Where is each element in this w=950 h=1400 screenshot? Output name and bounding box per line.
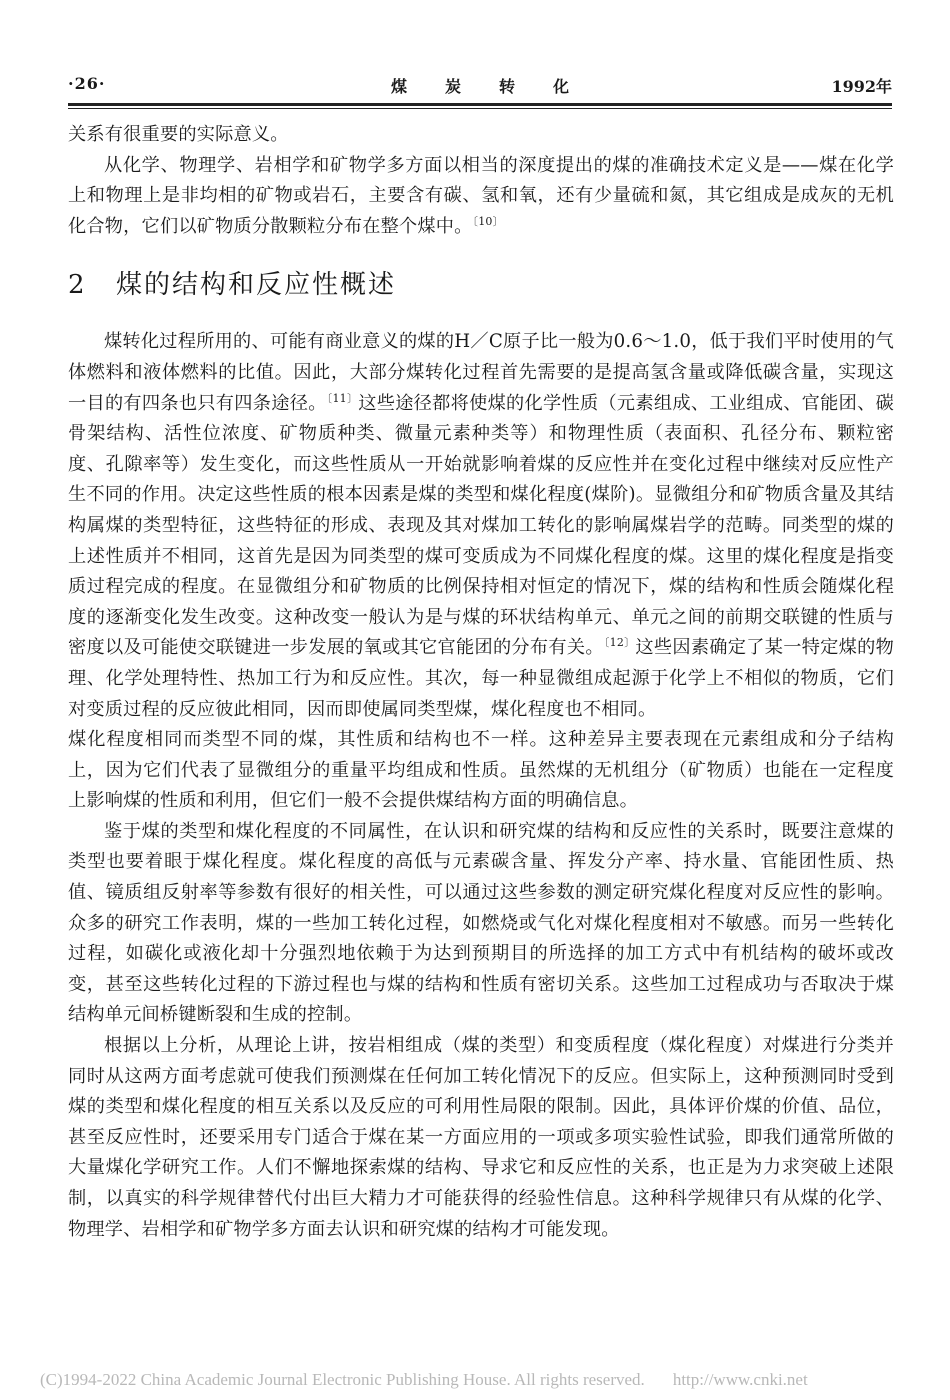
paragraph-text: 这些途径都将使煤的化学性质（元素组成、工业组成、官能团、碳骨架结构、活性位浓度、矿物质种类、微量元素种类等）和物理性质（表面积、孔径分布、颗粒密度、孔隙率等）发生变化，而这些性质从一开始就影响着煤的反应性并在变化过程中继续对反应性产生不同的作用。决定这些性质的根本因素是煤的类型和煤化程度(煤阶)。显微组分和矿物质含量及其结构属煤的类型特征，这些特征的形成、表现及其对煤加工转化的影响属煤岩学的范畴。同类型的煤的上述性质并不相同，这首先是因为同类型的煤可变质成为不同煤化程度的煤。这里的煤化程度是指变质过程完成的程度。在显微组分和矿物质的比例保持相对恒定的情况下，煤的结构和性质会随煤化程度的逐渐变化发生改变。这种改变一般认为是与煤的环状结构单元、单元之间的前期交联键的性质与密度以及可能使交联键进一步发展的氧或其它官能团的分布有关。 <box>68 392 894 659</box>
coal-definition-text: 从化学、物理学、岩相学和矿物学多方面以相当的深度提出的煤的准确技术定义是——煤在化学上和物理上是非均相的矿物或岩石，主要含有碳、氢和氧，还有少量硫和氮，其它组成是成灰的无机化合物，它们以矿物质分散颗粒分布在整个煤中。 <box>68 154 894 237</box>
copyright-footer <box>40 1370 940 1390</box>
header-rule <box>68 103 892 109</box>
paragraph-rank-type: 煤化程度相同而类型不同的煤，其性质和结构也不一样。这种差异主要表现在元素组成和分子结构上，因为它们代表了显微组分的重量平均组成和性质。虽然煤的无机组分（矿物质）也能在一定程度上影响煤的性质和利用，但它们一般不会提供煤结构方面的明确信息。 <box>68 729 894 812</box>
citation-12: 〔12〕 <box>603 636 636 650</box>
journal-title: 煤炭转化 <box>390 77 607 96</box>
publisher-url[interactable]: http://www.cnki.net <box>672 1370 808 1389</box>
paragraph-hc-ratio <box>68 327 894 725</box>
section-heading <box>68 265 894 305</box>
paragraph-rank-reactivity: 鉴于煤的类型和煤化程度的不同属性，在认识和研究煤的结构和反应性的关系时，既要注意煤的类型也要着眼于煤化程度。煤化程度的高低与元素碳含量、挥发分产率、持水量、官能团性质、热值、镜质组反射率等参数有很好的相关性，可以通过这些参数的测定研究煤化程度对反应性的影响。众多的研究工作表明，煤的一些加工转化过程，如燃烧或气化对煤化程度相对不敏感。而另一些转化过程，如碳化或液化却十分强烈地依赖于为达到预期目的所选择的加工方式中有机结构的破坏或改变，甚至这些转化过程的下游过程也与煤的结构和性质有密切关系。这些加工过程成功与否取决于煤结构单元间桥键断裂和生成的控制。 <box>68 820 894 1026</box>
page-header <box>68 74 892 100</box>
copyright-notice: (C)1994-2022 China Academic Journal Electronic Publishing House. All rights reserved. <box>40 1370 645 1389</box>
section-number: 2 <box>68 270 87 301</box>
citation-10: 〔10〕 <box>472 214 504 228</box>
section-title: 煤的结构和反应性概述 <box>116 270 397 301</box>
article-body <box>68 120 894 1245</box>
paragraph-analysis: 根据以上分析，从理论上讲，按岩相组成（煤的类型）和变质程度（煤化程度）对煤进行分类并同时从这两方面考虑就可使我们预测煤在任何加工转化情况下的反应。但实际上，这种预测同时受到煤的类型和煤化程度的相互关系以及反应的可利用性局限的限制。因此，具体评价煤的价值、品位，甚至反应性时，还要采用专门适合于煤在某一方面应用的一项或多项实验性试验，即我们通常所做的大量煤化学研究工作。人们不懈地探索煤的结构、导求它和反应性的关系，也正是为力求突破上述限制，以真实的科学规律替代付出巨大精力才可能获得的经验性信息。这种科学规律只有从煤的化学、物理学、岩相学和矿物学多方面去认识和研究煤的结构才可能发现。 <box>68 1035 894 1240</box>
paragraph-text: 这些因素确定了某一特定煤的物理、化学处理特性、热加工行为和反应性。其次，每一种显微组成起源于化学上不相似的物质，它们对变质过程的反应彼此相同，因而即使属同类型煤，煤化程度也不相同。 <box>68 637 894 720</box>
publication-year: 1992年 <box>831 77 892 96</box>
paragraph-coal-definition <box>68 151 894 243</box>
page-number: ·26· <box>68 74 106 93</box>
citation-11: 〔11〕 <box>326 391 359 405</box>
paragraph-continuation: 关系有很重要的实际意义。 <box>68 124 289 145</box>
paragraph-text: 煤转化过程所用的、可能有商业意义的煤的H／C原子比一般为0.6～1.0，低于我们平时使用的气体燃料和液体燃料的比值。因此，大部分煤转化过程首先需要的是提高氢含量或降低碳含量，实现这一目的有四条也只有四条途径。 <box>68 331 894 414</box>
